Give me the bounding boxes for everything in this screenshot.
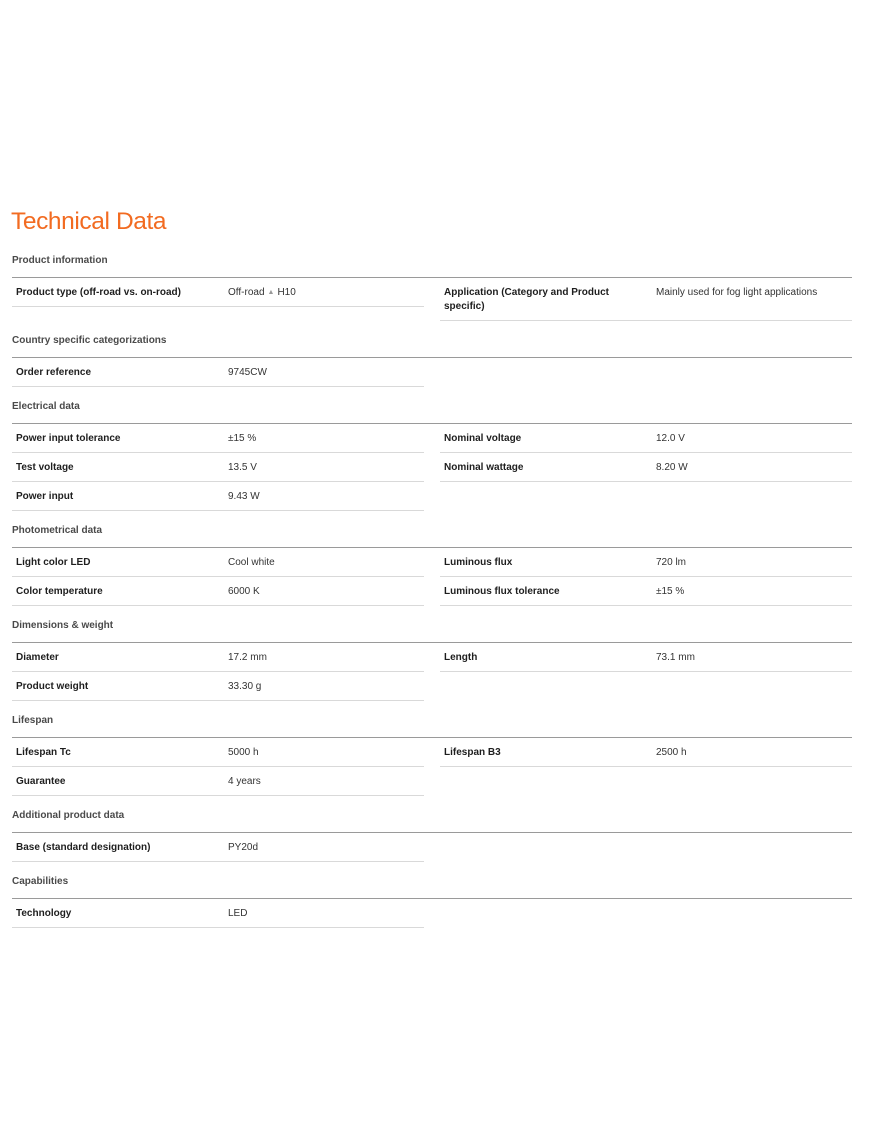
triangle-up-icon: ▲ — [267, 289, 275, 296]
row-label: Length — [444, 652, 478, 663]
column-right — [440, 548, 852, 606]
data-row — [12, 482, 424, 511]
page-title: Technical Data — [11, 208, 167, 235]
column-right — [440, 899, 852, 928]
row-value — [656, 278, 852, 320]
row-value — [656, 643, 852, 671]
data-row — [12, 767, 424, 796]
section-title: Photometrical data — [12, 514, 852, 548]
row-label: Technology — [16, 908, 72, 919]
row-value — [228, 424, 424, 452]
row-value — [228, 358, 424, 386]
row-label: Product type (off-road vs. on-road) — [16, 287, 181, 298]
section-product-information — [12, 244, 852, 321]
row-label: Lifespan B3 — [444, 747, 501, 758]
data-row — [12, 577, 424, 606]
section-dimensions-weight — [12, 609, 852, 701]
section-body — [12, 548, 852, 606]
data-row — [12, 833, 424, 862]
row-label: Light color LED — [16, 557, 91, 568]
column-left — [12, 548, 424, 606]
column-left — [12, 738, 424, 796]
section-body — [12, 278, 852, 321]
row-value-text: Cool white — [228, 557, 275, 568]
row-value-text: 8.20 W — [656, 462, 688, 473]
data-row — [12, 278, 424, 307]
row-value — [656, 453, 852, 481]
technical-data-sections — [12, 244, 852, 931]
row-value-text: ±15 % — [228, 433, 257, 444]
row-label: Guarantee — [16, 776, 66, 787]
row-value-text: 4 years — [228, 776, 261, 787]
column-left — [12, 833, 424, 862]
row-value — [656, 548, 852, 576]
row-label: Test voltage — [16, 462, 74, 473]
section-title: Lifespan — [12, 704, 852, 738]
section-title: Additional product data — [12, 799, 852, 833]
row-value-text: ±15 % — [656, 586, 685, 597]
column-left — [12, 424, 424, 511]
row-value-text: 2500 h — [656, 747, 687, 758]
row-value-text: Mainly used for fog light applications — [656, 287, 818, 298]
row-value-text: 720 lm — [656, 557, 687, 568]
section-title: Product information — [12, 244, 852, 278]
row-value — [228, 738, 424, 766]
section-title: Capabilities — [12, 865, 852, 899]
data-row — [12, 548, 424, 577]
row-value-text: 5000 h — [228, 747, 259, 758]
row-label: Power input — [16, 491, 74, 502]
data-row — [12, 738, 424, 767]
row-value — [228, 767, 424, 795]
row-value-text: LED — [228, 908, 248, 919]
row-value — [228, 453, 424, 481]
row-value — [228, 899, 424, 927]
data-row — [12, 643, 424, 672]
column-left — [12, 899, 424, 928]
section-body — [12, 424, 852, 511]
row-label: Luminous flux tolerance — [444, 586, 560, 597]
row-value — [228, 482, 424, 510]
row-label: Nominal voltage — [444, 433, 522, 444]
data-row — [440, 643, 852, 672]
row-label: Power input tolerance — [16, 433, 121, 444]
row-value — [656, 424, 852, 452]
row-label: Application (Category and Product specific) — [444, 287, 610, 312]
section-electrical-data — [12, 390, 852, 511]
row-label: Product weight — [16, 681, 89, 692]
row-label: Base (standard designation) — [16, 842, 151, 853]
row-value-suffix: H10 — [277, 287, 296, 298]
data-row — [440, 738, 852, 767]
row-value-text: 12.0 V — [656, 433, 685, 444]
row-value — [228, 548, 424, 576]
section-title: Country specific categorizations — [12, 324, 852, 358]
row-value-text: PY20d — [228, 842, 259, 853]
column-right — [440, 833, 852, 862]
data-row — [440, 424, 852, 453]
row-label: Lifespan Tc — [16, 747, 71, 758]
row-value — [228, 833, 424, 861]
row-value — [656, 577, 852, 605]
row-value-text: 73.1 mm — [656, 652, 695, 663]
column-right — [440, 643, 852, 701]
section-title: Dimensions & weight — [12, 609, 852, 643]
data-row — [440, 453, 852, 482]
row-value — [228, 672, 424, 700]
row-value-text: 13.5 V — [228, 462, 257, 473]
row-label: Order reference — [16, 367, 92, 378]
row-value — [656, 738, 852, 766]
row-value — [228, 278, 424, 306]
row-value-text: Off-road — [228, 287, 265, 298]
data-row — [440, 577, 852, 606]
row-value — [228, 643, 424, 671]
data-row — [12, 424, 424, 453]
row-label: Color temperature — [16, 586, 103, 597]
row-value-text: 6000 K — [228, 586, 260, 597]
column-right — [440, 424, 852, 511]
section-body — [12, 738, 852, 796]
column-right — [440, 358, 852, 387]
data-row — [12, 453, 424, 482]
section-body — [12, 899, 852, 928]
section-body — [12, 833, 852, 862]
section-country-specific-categorizations — [12, 324, 852, 387]
data-row — [440, 278, 852, 321]
section-capabilities — [12, 865, 852, 928]
section-title: Electrical data — [12, 390, 852, 424]
column-left — [12, 643, 424, 701]
row-value-text: 33.30 g — [228, 681, 262, 692]
section-additional-product-data — [12, 799, 852, 862]
column-left — [12, 278, 424, 321]
section-body — [12, 643, 852, 701]
column-right — [440, 278, 852, 321]
data-row — [12, 899, 424, 928]
row-label: Diameter — [16, 652, 59, 663]
row-value-text: 9.43 W — [228, 491, 260, 502]
row-value-text: 9745CW — [228, 367, 267, 378]
data-row — [12, 358, 424, 387]
section-lifespan — [12, 704, 852, 796]
column-left — [12, 358, 424, 387]
section-body — [12, 358, 852, 387]
row-label: Luminous flux — [444, 557, 513, 568]
section-photometrical-data — [12, 514, 852, 606]
column-right — [440, 738, 852, 796]
data-row — [440, 548, 852, 577]
row-value-text: 17.2 mm — [228, 652, 267, 663]
data-row — [12, 672, 424, 701]
row-value — [228, 577, 424, 605]
row-label: Nominal wattage — [444, 462, 524, 473]
